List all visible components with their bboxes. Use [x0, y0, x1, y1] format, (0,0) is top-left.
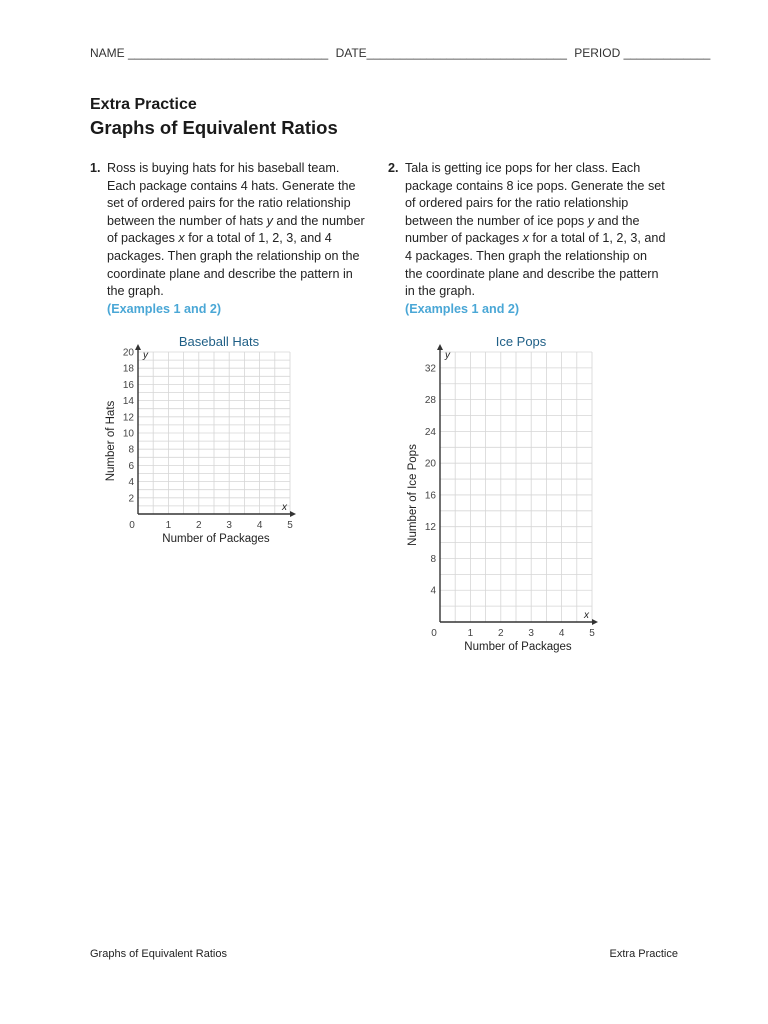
page-title: Graphs of Equivalent Ratios: [90, 117, 338, 138]
y-tick-label: 16: [122, 379, 134, 391]
x-tick-label: 3: [226, 520, 232, 531]
date-field[interactable]: DATE______________________________: [335, 46, 567, 60]
y-axis-arrow: [437, 344, 443, 350]
x-axis-title: Number of Packages: [464, 641, 572, 653]
x-tick-label: 2: [498, 628, 504, 639]
y-tick-label: 24: [424, 426, 436, 438]
x-tick-label: 5: [589, 628, 595, 639]
y-tick-label: 32: [424, 363, 436, 375]
y-tick-label: 16: [424, 490, 436, 502]
problem-number: 2.: [388, 161, 399, 175]
baseball-hats-graph[interactable]: [100, 330, 310, 550]
var-y: y: [587, 213, 595, 228]
y-tick-label: 12: [122, 412, 134, 424]
y-axis-variable: y: [445, 350, 450, 361]
y-tick-label: 2: [128, 493, 134, 505]
x-axis-variable: x: [282, 502, 287, 513]
footer-left: Graphs of Equivalent Ratios: [90, 948, 227, 960]
y-tick-label: 6: [128, 460, 134, 472]
var-y: y: [266, 213, 273, 228]
y-tick-label: 18: [122, 363, 134, 375]
problem-text: Tala is getting ice pops for her class. Each package contains 8 ice pops. Generate the set of ordered pairs for the ratio relationship between the number of ice pops y and the number of packages x for a total of 1, 2, 3, and 4 packages. Then graph the relationship on the coordinate plane and describe the pattern in the graph.: [405, 161, 666, 299]
x-tick-label: 1: [165, 520, 172, 531]
y-axis-title: Number of Ice Pops: [407, 444, 419, 546]
y-tick-label: 20: [122, 347, 134, 359]
origin-label: 0: [129, 520, 135, 531]
origin-label: 0: [431, 628, 437, 639]
problem-text: Ross is buying hats for his baseball team. Each package contains 4 hats. Generate the set of ordered pairs for the ratio relationship between the number of hats y and the number of packages x for a total of 1, 2, 3, and 4 packages. Then graph the relationship on the coordinate plane and describe the pattern in the graph.: [107, 161, 365, 299]
chart-title: Baseball Hats: [178, 334, 260, 349]
header-line: [90, 46, 711, 60]
var-x: x: [522, 231, 529, 246]
x-axis-title: Number of Packages: [162, 533, 270, 545]
chart-title: Ice Pops: [495, 334, 547, 349]
y-tick-label: 8: [128, 444, 134, 456]
x-tick-label: 4: [558, 628, 565, 639]
y-tick-label: 14: [122, 396, 134, 408]
x-tick-label: 1: [467, 628, 474, 639]
section-title: Extra Practice: [90, 96, 197, 113]
baseball-hats-chart[interactable]: [100, 330, 310, 550]
x-tick-label: 5: [287, 520, 293, 531]
var-x: x: [178, 231, 185, 246]
y-axis-arrow: [135, 344, 141, 350]
y-axis-variable: y: [143, 350, 148, 361]
problem-2: [388, 160, 667, 318]
ice-pops-graph[interactable]: [400, 330, 610, 660]
x-tick-label: 3: [528, 628, 534, 639]
x-axis-arrow: [290, 511, 296, 517]
ice-pops-chart[interactable]: [400, 330, 610, 660]
y-tick-label: 28: [424, 395, 436, 407]
examples-reference: (Examples 1 and 2): [405, 301, 520, 316]
y-tick-label: 4: [128, 477, 134, 489]
period-field[interactable]: PERIOD _____________: [574, 46, 711, 60]
name-field[interactable]: NAME ______________________________: [90, 46, 329, 60]
x-axis-variable: x: [584, 610, 589, 621]
y-tick-label: 20: [424, 458, 436, 470]
examples-reference: (Examples 1 and 2): [107, 301, 222, 316]
y-tick-label: 8: [430, 553, 436, 565]
y-tick-label: 4: [430, 585, 436, 597]
footer-right: Extra Practice: [609, 948, 678, 960]
x-tick-label: 4: [256, 520, 263, 531]
y-tick-label: 12: [424, 522, 436, 534]
title-block: [90, 96, 338, 139]
y-tick-label: 10: [122, 428, 134, 440]
x-tick-label: 2: [196, 520, 202, 531]
problem-number: 1.: [90, 161, 101, 175]
problem-1: [90, 160, 369, 318]
x-axis-arrow: [592, 619, 598, 625]
y-axis-title: Number of Hats: [105, 400, 117, 482]
